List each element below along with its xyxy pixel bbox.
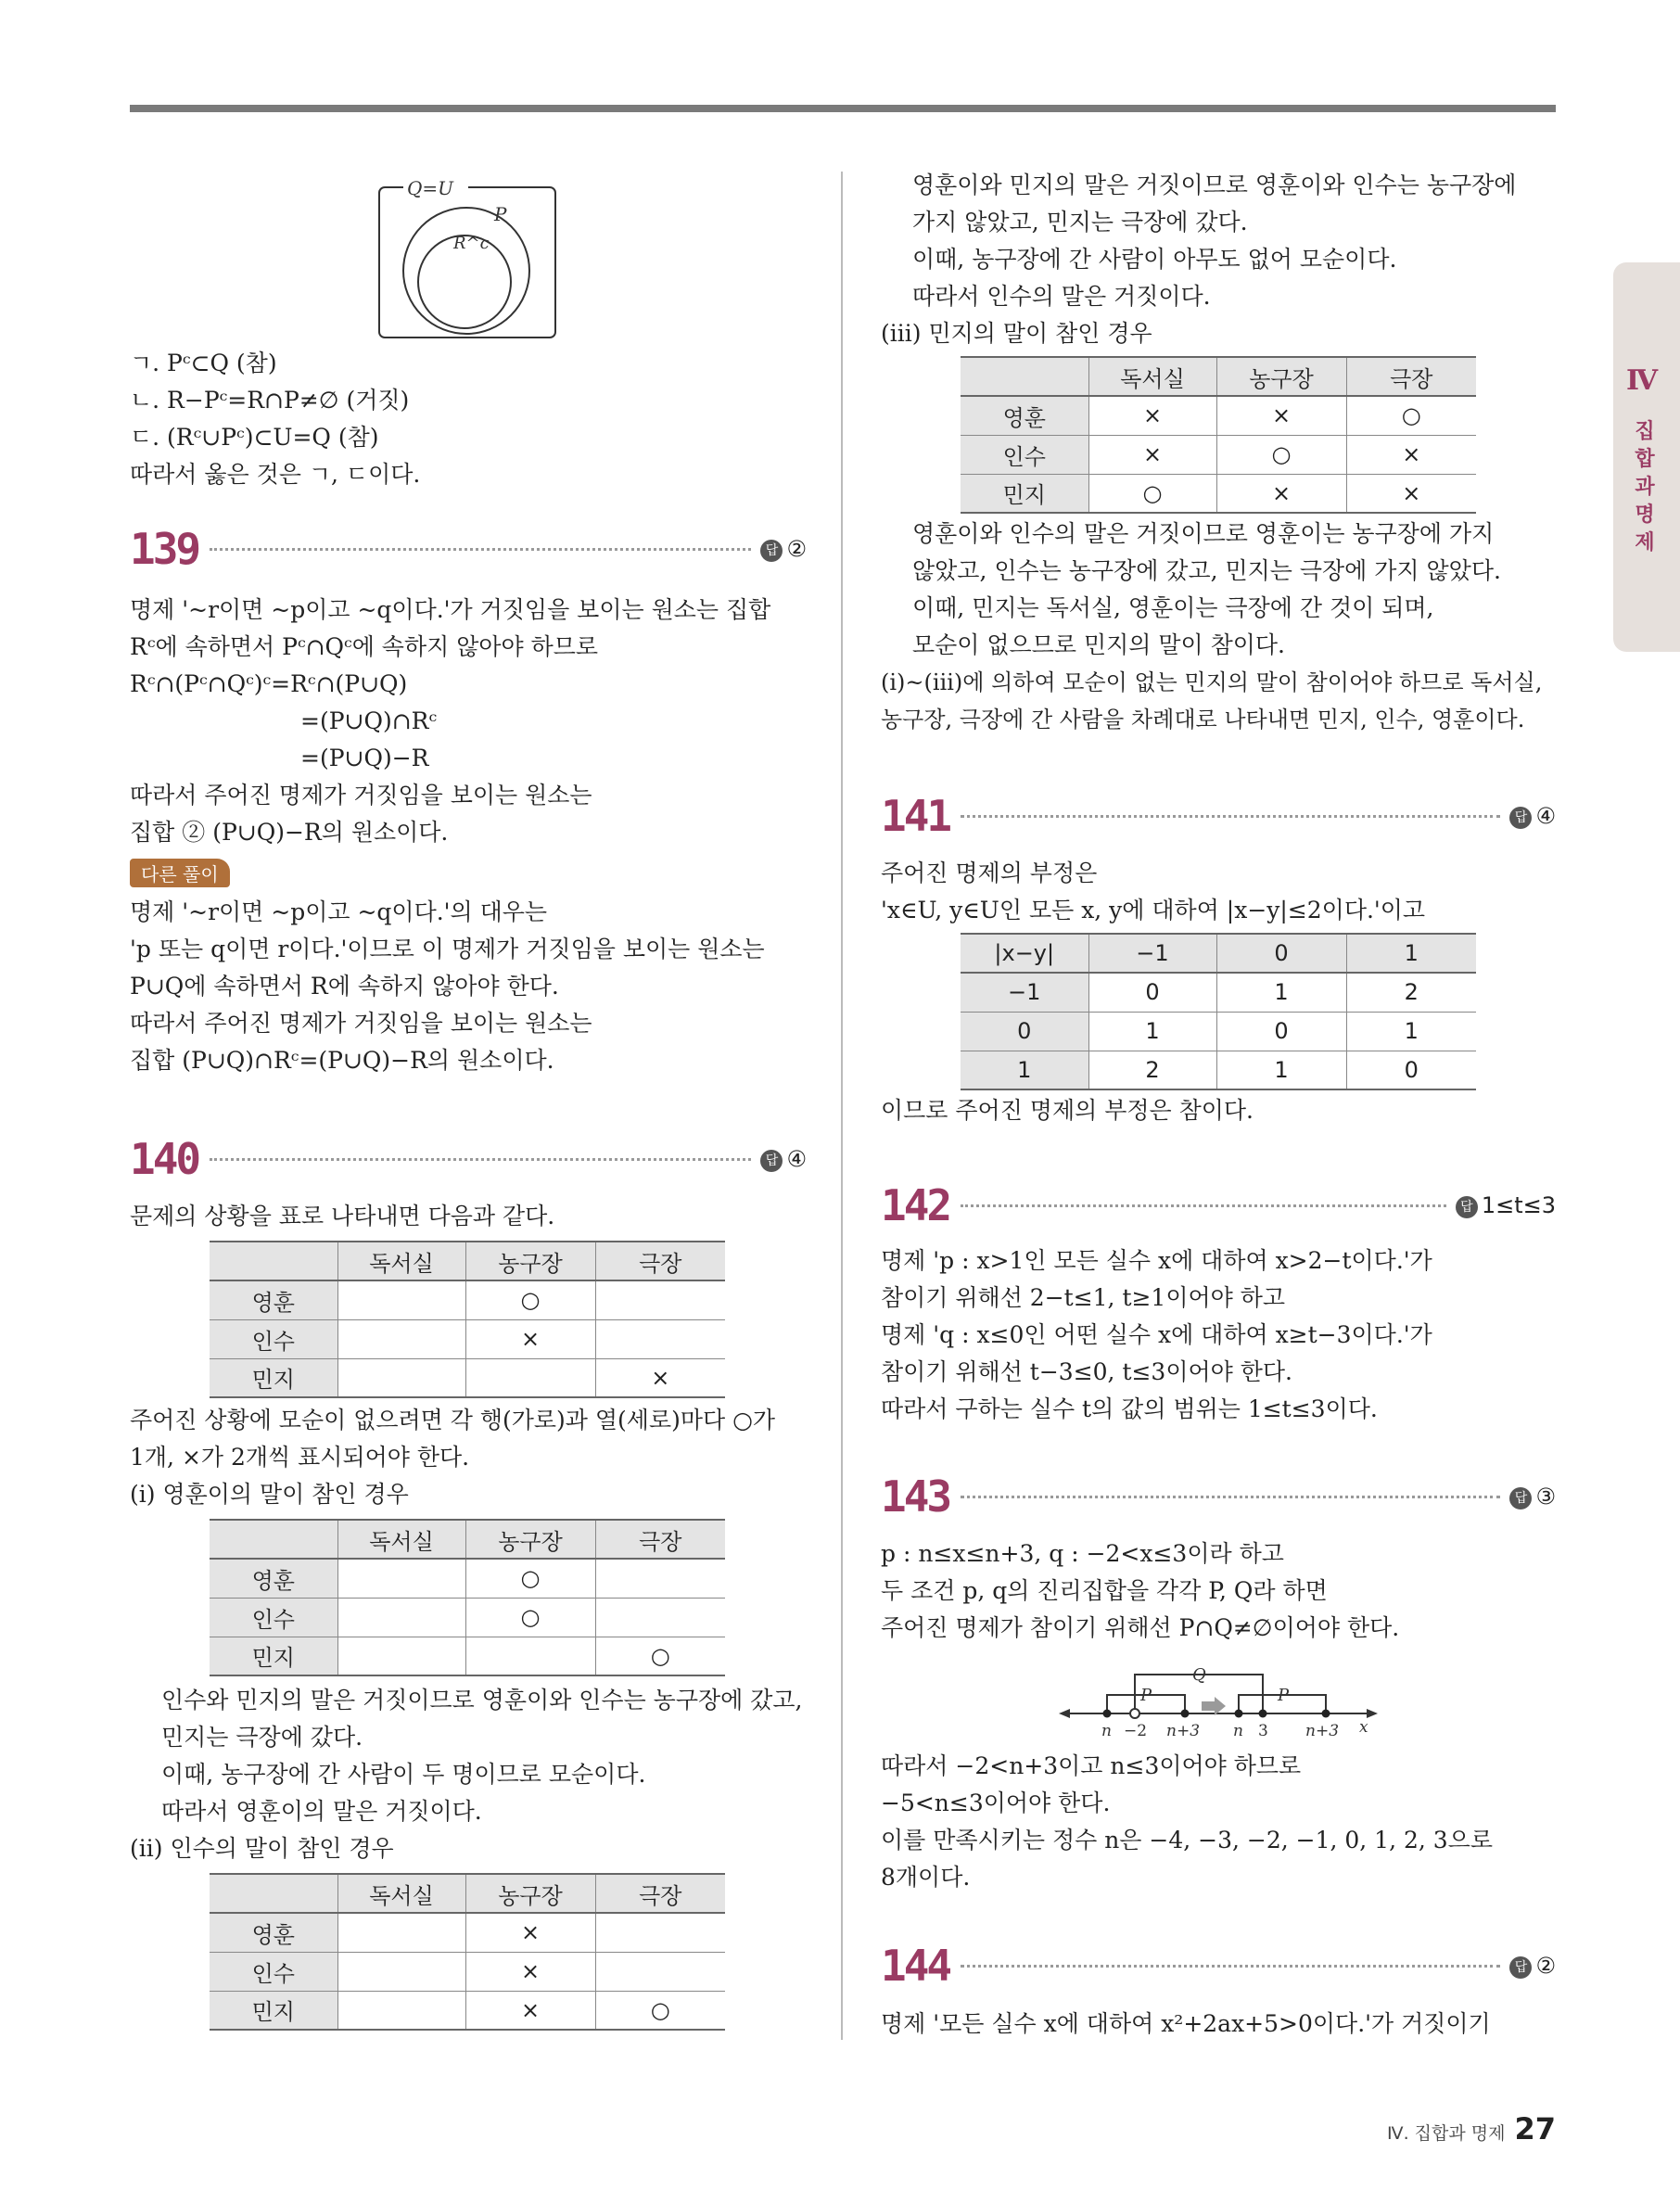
- label-x: x: [1359, 1718, 1368, 1737]
- label-p-left: P: [1140, 1686, 1152, 1705]
- q140-body: [130, 1198, 816, 2031]
- table-cell: ×: [1346, 435, 1476, 474]
- table-cell: 민지: [210, 1358, 337, 1397]
- q140-line: 이때, 농구장에 간 사람이 두 명이므로 모순이다.: [161, 1761, 646, 1788]
- alt-solution-tag: 다른 풀이: [130, 859, 230, 887]
- table-header: [210, 1520, 337, 1559]
- q141-header: [881, 791, 1556, 841]
- venn-label-u: Q=U: [407, 177, 454, 199]
- table-cell: ×: [1346, 474, 1476, 513]
- chapter-number: Ⅳ: [1626, 364, 1659, 397]
- table-header: 농구장: [1216, 357, 1346, 396]
- q143-line: p : n≤x≤n+3, q : −2<x≤3이라 하고: [881, 1540, 1284, 1567]
- q140-intro: 문제의 상황을 표로 나타내면 다음과 같다.: [130, 1203, 555, 1229]
- table-cell: ○: [1216, 435, 1346, 474]
- q142-body: [881, 1242, 1567, 1428]
- q143-body: [881, 1535, 1567, 1647]
- q140-table-case3: [961, 356, 1476, 514]
- q140-line: 영훈이와 인수의 말은 거짓이므로 영훈이는 농구장에 가지: [912, 520, 1495, 547]
- table-header: 극장: [595, 1520, 725, 1559]
- q139-alt-line: 'p 또는 q이면 r이다.'이므로 이 명제가 거짓임을 보이는 원소는: [130, 936, 765, 962]
- intro-line: ㄴ. R−Pᶜ=R∩P≠∅ (거짓): [130, 387, 410, 414]
- table-header: 독서실: [337, 1520, 465, 1559]
- intro-line: 따라서 옳은 것은 ㄱ, ㄷ이다.: [130, 461, 421, 488]
- q142-leader: [961, 1204, 1446, 1207]
- q139-answer: ②: [786, 536, 807, 562]
- table-cell: 영훈: [210, 1559, 337, 1598]
- q143-line: 따라서 −2<n+3이고 n≤3이어야 하므로: [881, 1752, 1302, 1779]
- table-header: 독서실: [337, 1242, 465, 1280]
- label-3: 3: [1258, 1722, 1268, 1740]
- table-cell: 민지: [210, 1637, 337, 1675]
- table-cell: ○: [1346, 396, 1476, 435]
- q143-answer: ③: [1535, 1484, 1556, 1509]
- q140-line: 인수와 민지의 말은 거짓이므로 영훈이와 인수는 농구장에 갔고,: [161, 1687, 803, 1713]
- page-footer: [1387, 2111, 1556, 2146]
- q142-line: 참이기 위해선 t−3≤0, t≤3이어야 한다.: [881, 1358, 1292, 1385]
- q140-conclusion: (ⅰ)~(ⅲ)에 의하여 모순이 없는 민지의 말이 참이어야 하므로 독서실,: [881, 669, 1543, 695]
- q140-line: 주어진 상황에 모순이 없으려면 각 행(가로)과 열(세로)마다 ○가: [130, 1407, 776, 1433]
- q140-case-title: (ⅲ) 민지의 말이 참인 경우: [881, 320, 1152, 347]
- venn-diagram: [375, 174, 561, 341]
- label-p-right: P: [1278, 1686, 1290, 1705]
- table-cell: ○: [465, 1280, 595, 1319]
- q140-case-title: (ⅱ) 인수의 말이 참인 경우: [130, 1835, 394, 1862]
- q140-header: [130, 1134, 807, 1184]
- q143-number-line: [1057, 1649, 1381, 1741]
- table-header: |x−y|: [961, 934, 1088, 973]
- page-number: 27: [1514, 2111, 1556, 2146]
- q141-number: 141: [881, 791, 950, 841]
- table-cell: 2: [1346, 973, 1476, 1012]
- venn-label-rc: R^c: [453, 234, 490, 253]
- q140-line: 민지는 극장에 갔다.: [161, 1724, 363, 1751]
- answer-icon: 답: [760, 540, 783, 562]
- q142-line: 명제 'q : x≤0인 어떤 실수 x에 대하여 x≥t−3이다.'가: [881, 1321, 1432, 1348]
- q141-table: [961, 933, 1476, 1090]
- q141-answer: ④: [1535, 803, 1556, 829]
- table-cell: [337, 1598, 465, 1637]
- q140-line: 않았고, 인수는 농구장에 갔고, 민지는 극장에 가지 않았다.: [912, 557, 1501, 584]
- chapter-title: 집합과 명제: [1635, 420, 1655, 554]
- table-cell: 1: [1088, 1012, 1216, 1051]
- table-header: 0: [1216, 934, 1346, 973]
- q141-body: [881, 855, 1567, 1129]
- table-cell: 민지: [210, 1991, 337, 2030]
- q142-number: 142: [881, 1180, 950, 1230]
- label-n-plus-3: n+3: [1166, 1722, 1201, 1740]
- q139-alt-line: 따라서 주어진 명제가 거짓임을 보이는 원소는: [130, 1010, 592, 1037]
- table-cell: ○: [595, 1637, 725, 1675]
- q141-leader: [961, 815, 1500, 818]
- q140-line: 따라서 인수의 말은 거짓이다.: [912, 283, 1211, 310]
- q139-line: Rᶜ∩(Pᶜ∩Qᶜ)ᶜ=Rᶜ∩(P∪Q): [130, 670, 408, 697]
- q140-line: 1개, ×가 2개씩 표시되어야 한다.: [130, 1444, 470, 1471]
- table-cell: 0: [1346, 1051, 1476, 1089]
- q140-leader: [210, 1158, 751, 1161]
- label-n: n: [1233, 1722, 1243, 1740]
- table-cell: −1: [961, 973, 1088, 1012]
- table-cell: 0: [1216, 1012, 1346, 1051]
- q143-line: 주어진 명제가 참이기 위해선 P∩Q≠∅이어야 한다.: [881, 1614, 1400, 1641]
- q143-header: [881, 1471, 1556, 1522]
- table-cell: 인수: [961, 435, 1088, 474]
- table-cell: 인수: [210, 1598, 337, 1637]
- table-cell: 0: [961, 1012, 1088, 1051]
- table-cell: [595, 1598, 725, 1637]
- q139-alt-line: 명제 '~r이면 ~p이고 ~q이다.'의 대우는: [130, 898, 548, 925]
- table-cell: ×: [465, 1913, 595, 1952]
- q143-line: 이를 만족시키는 정수 n은 −4, −3, −2, −1, 0, 1, 2, 3으로: [881, 1827, 1493, 1853]
- q141-line: 'x∈U, y∈U인 모든 x, y에 대하여 |x−y|≤2이다.'이고: [881, 897, 1426, 924]
- q143-line: −5<n≤3이어야 한다.: [881, 1790, 1111, 1816]
- table-header: [210, 1242, 337, 1280]
- table-cell: ×: [465, 1952, 595, 1991]
- table-cell: ○: [595, 1991, 725, 2030]
- q142-line: 따라서 구하는 실수 t의 값의 범위는 1≤t≤3이다.: [881, 1395, 1378, 1422]
- table-header: 극장: [1346, 357, 1476, 396]
- table-cell: ○: [465, 1559, 595, 1598]
- label-minus2: −2: [1124, 1722, 1148, 1740]
- table-header: 농구장: [465, 1874, 595, 1913]
- table-cell: [337, 1319, 465, 1358]
- q140-table-case2: [210, 1873, 725, 2031]
- table-cell: ○: [465, 1598, 595, 1637]
- table-cell: [337, 1559, 465, 1598]
- intro-line: ㄷ. (Rᶜ∪Pᶜ)⊂U=Q (참): [130, 424, 379, 451]
- venn-circle-p: [403, 208, 529, 334]
- table-header: [961, 357, 1088, 396]
- table-cell: [595, 1913, 725, 1952]
- q142-line: 참이기 위해선 2−t≤1, t≥1이어야 하고: [881, 1284, 1286, 1311]
- q139-line: =(P∪Q)∩Rᶜ: [300, 707, 438, 734]
- table-cell: [595, 1319, 725, 1358]
- table-cell: 2: [1088, 1051, 1216, 1089]
- table-cell: 인수: [210, 1319, 337, 1358]
- table-cell: ×: [465, 1319, 595, 1358]
- q144-number: 144: [881, 1941, 950, 1991]
- chapter-side-tab: [1613, 262, 1680, 652]
- footer-section: Ⅳ. 집합과 명제: [1387, 2123, 1506, 2144]
- answer-icon: 답: [1509, 1487, 1532, 1509]
- table-cell: 1: [1216, 1051, 1346, 1089]
- q140-line: 영훈이와 민지의 말은 거짓이므로 영훈이와 인수는 농구장에: [912, 172, 1517, 198]
- table-cell: 민지: [961, 474, 1088, 513]
- q140-line: 따라서 영훈이의 말은 거짓이다.: [161, 1798, 482, 1825]
- table-cell: ×: [1216, 396, 1346, 435]
- table-cell: 1: [961, 1051, 1088, 1089]
- table-cell: [337, 1358, 465, 1397]
- table-cell: 인수: [210, 1952, 337, 1991]
- answer-icon: 답: [1509, 807, 1532, 829]
- table-cell: [337, 1637, 465, 1675]
- q140-line: 이때, 민지는 독서실, 영훈이는 극장에 간 것이 되며,: [912, 594, 1434, 621]
- q141-line: 이므로 주어진 명제의 부정은 참이다.: [881, 1097, 1254, 1124]
- q140-table-initial: [210, 1241, 725, 1398]
- table-cell: ×: [595, 1358, 725, 1397]
- q143-line: 두 조건 p, q의 진리집합을 각각 P, Q라 하면: [881, 1577, 1328, 1604]
- q140-line: 가지 않았고, 민지는 극장에 갔다.: [912, 209, 1248, 236]
- table-header: 1: [1346, 934, 1476, 973]
- table-header: 극장: [595, 1242, 725, 1280]
- table-cell: [465, 1358, 595, 1397]
- table-cell: 영훈: [961, 396, 1088, 435]
- table-cell: [465, 1637, 595, 1675]
- table-cell: [595, 1280, 725, 1319]
- venn-label-p: P: [494, 203, 507, 225]
- table-header: [210, 1874, 337, 1913]
- table-cell: ×: [1088, 435, 1216, 474]
- table-cell: [595, 1952, 725, 1991]
- answer-icon: 답: [1456, 1196, 1478, 1218]
- answer-icon: 답: [1509, 1956, 1532, 1979]
- q140-number: 140: [130, 1134, 199, 1184]
- label-n-plus-3: n+3: [1305, 1722, 1340, 1740]
- table-cell: 1: [1346, 1012, 1476, 1051]
- intro-line: ㄱ. Pᶜ⊂Q (참): [130, 350, 277, 376]
- table-header: 독서실: [1088, 357, 1216, 396]
- table-cell: 영훈: [210, 1913, 337, 1952]
- label-n: n: [1101, 1722, 1112, 1740]
- q140-line: 이때, 농구장에 간 사람이 아무도 없어 모순이다.: [912, 246, 1397, 273]
- q143-leader: [961, 1496, 1500, 1498]
- q140-table-case1: [210, 1519, 725, 1676]
- q140-line: 모순이 없으므로 민지의 말이 참이다.: [912, 631, 1285, 658]
- q142-line: 명제 'p : x>1인 모든 실수 x에 대하여 x>2−t이다.'가: [881, 1247, 1432, 1274]
- q144-body: [881, 2006, 1567, 2043]
- table-cell: [337, 1280, 465, 1319]
- q139-body: [130, 592, 816, 1079]
- table-cell: [337, 1913, 465, 1952]
- table-cell: 1: [1216, 973, 1346, 1012]
- table-header: 농구장: [465, 1520, 595, 1559]
- q139-line: Rᶜ에 속하면서 Pᶜ∩Qᶜ에 속하지 않아야 하므로: [130, 633, 599, 660]
- q141-line: 주어진 명제의 부정은: [881, 860, 1098, 886]
- table-header: 농구장: [465, 1242, 595, 1280]
- q144-answer: ②: [1535, 1953, 1556, 1979]
- q140-continued: [881, 167, 1567, 738]
- top-rule: [130, 105, 1556, 112]
- table-cell: ×: [1216, 474, 1346, 513]
- table-header: 독서실: [337, 1874, 465, 1913]
- table-cell: 영훈: [210, 1280, 337, 1319]
- table-cell: 0: [1088, 973, 1216, 1012]
- intro-block: [130, 345, 816, 493]
- column-divider: [841, 172, 843, 2040]
- label-q: Q: [1192, 1665, 1206, 1685]
- q139-header: [130, 524, 807, 574]
- q140-case-title: (ⅰ) 영훈이의 말이 참인 경우: [130, 1481, 409, 1508]
- table-cell: [337, 1991, 465, 2030]
- q144-line: 명제 '모든 실수 x에 대하여 x²+2ax+5>0이다.'가 거짓이기: [881, 2010, 1491, 2037]
- q139-alt-line: P∪Q에 속하면서 R에 속하지 않아야 한다.: [130, 973, 559, 1000]
- table-cell: [595, 1559, 725, 1598]
- q140-conclusion: 농구장, 극장에 간 사람을 차례대로 나타내면 민지, 인수, 영훈이다.: [881, 707, 1525, 732]
- table-cell: ×: [465, 1991, 595, 2030]
- q144-leader: [961, 1965, 1500, 1968]
- q140-answer: ④: [786, 1146, 807, 1172]
- q139-line: 집합 ② (P∪Q)−R의 원소이다.: [130, 819, 449, 846]
- q139-line: =(P∪Q)−R: [300, 745, 429, 771]
- table-cell: ×: [1088, 396, 1216, 435]
- q144-header: [881, 1941, 1556, 1991]
- table-header: −1: [1088, 934, 1216, 973]
- table-cell: ○: [1088, 474, 1216, 513]
- q143-line: 8개이다.: [881, 1864, 971, 1891]
- table-cell: [337, 1952, 465, 1991]
- q139-line: 명제 '~r이면 ~p이고 ~q이다.'가 거짓임을 보이는 원소는 집합: [130, 596, 771, 623]
- answer-icon: 답: [760, 1150, 783, 1172]
- q143-body-after: [881, 1748, 1567, 1896]
- q143-number: 143: [881, 1471, 950, 1522]
- q142-header: [881, 1180, 1556, 1230]
- q139-line: 따라서 주어진 명제가 거짓임을 보이는 원소는: [130, 782, 592, 809]
- q142-answer: 1≤t≤3: [1481, 1192, 1556, 1218]
- table-header: 극장: [595, 1874, 725, 1913]
- q139-leader: [210, 548, 751, 551]
- q139-number: 139: [130, 524, 199, 574]
- q139-alt-line: 집합 (P∪Q)∩Rᶜ=(P∪Q)−R의 원소이다.: [130, 1047, 554, 1074]
